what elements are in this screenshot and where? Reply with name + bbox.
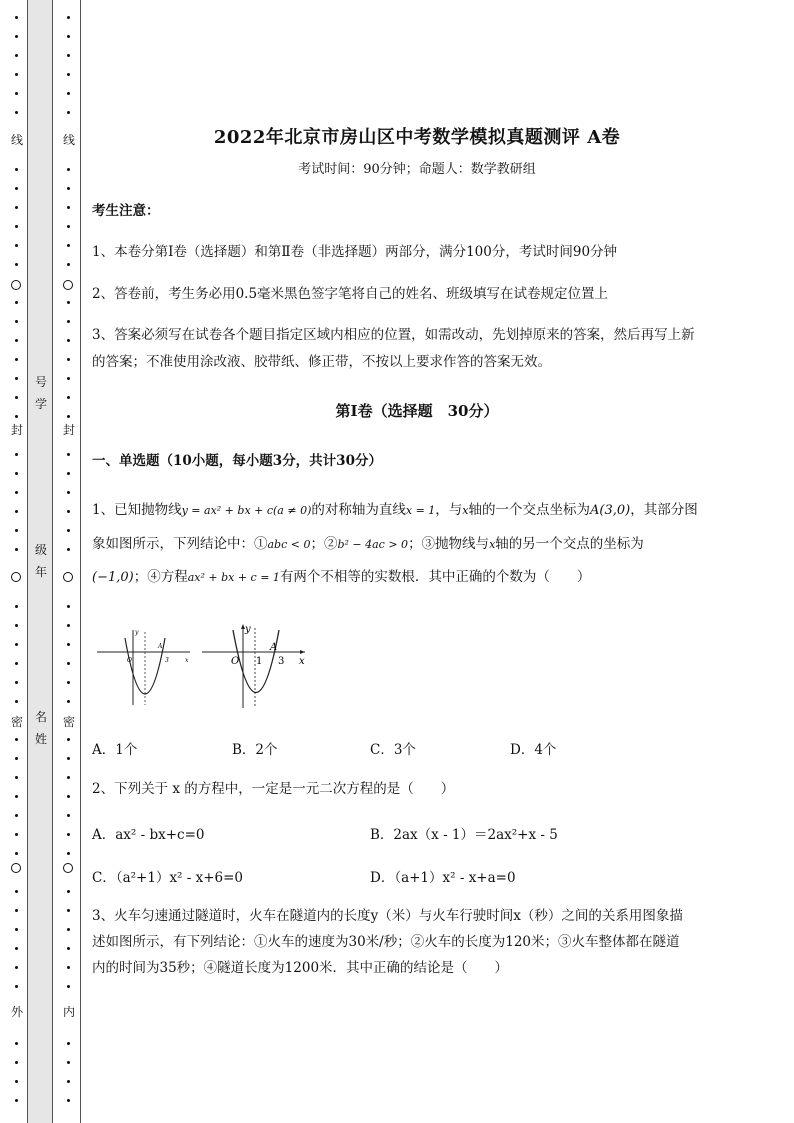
binding-dot	[67, 1080, 70, 1083]
binding-dot	[67, 92, 70, 95]
binding-dot	[15, 928, 18, 931]
binding-dot	[67, 947, 70, 950]
binding-dot	[15, 776, 18, 779]
graph1-three-label: 3	[165, 657, 169, 664]
q1-option-c: C．3个	[370, 742, 416, 758]
binding-dot	[67, 548, 70, 551]
q1-x: x	[462, 504, 469, 517]
binding-dot	[67, 1042, 70, 1045]
binding-hole-circle	[63, 863, 73, 873]
outer-label-1: 封	[10, 423, 23, 437]
graph2-x-label: x	[299, 656, 305, 667]
exam-subtitle: 考试时间：90分钟；命题人：数学教研组	[298, 162, 536, 177]
binding-dot	[67, 377, 70, 380]
q1-eq-abc: abc < 0	[267, 538, 311, 551]
q1-eq-parabola: y = ax² + bx + c(a ≠ 0)	[181, 504, 312, 517]
binding-dot	[15, 510, 18, 513]
q3-line-3: 内的时间为35秒；④隧道长度为1200米．其中正确的结论是（ ）	[92, 960, 509, 976]
label-hao: 号	[34, 375, 47, 389]
binding-dot	[67, 852, 70, 855]
binding-dot	[67, 111, 70, 114]
q1-point-b: (−1,0)	[92, 570, 134, 585]
q1-eq-disc: b² − 4ac > 0	[337, 538, 409, 551]
inner-label-1: 封	[62, 423, 75, 437]
graph2-one-label: 1	[256, 656, 263, 667]
binding-dot	[15, 301, 18, 304]
binding-dot	[67, 225, 70, 228]
binding-dot	[15, 909, 18, 912]
notice-heading: 考生注意：	[92, 203, 160, 219]
binding-dot	[15, 1080, 18, 1083]
q2-option-a: A．ax² - bx+c=0	[92, 827, 205, 843]
binding-dot	[15, 966, 18, 969]
binding-dot	[67, 738, 70, 741]
q1-option-b: B．2个	[232, 742, 278, 758]
graph1-origin-label: O	[127, 657, 132, 664]
binding-dot	[67, 73, 70, 76]
binding-dot	[67, 795, 70, 798]
binding-dot	[15, 985, 18, 988]
binding-dot	[15, 605, 18, 608]
graph2-origin-label: O	[231, 656, 240, 667]
q1-text-j: ；④方程	[133, 569, 188, 585]
binding-dot	[67, 833, 70, 836]
q2-stem: 2、下列关于 x 的方程中，一定是一元二次方程的是（ ）	[92, 781, 455, 797]
binding-dot	[67, 529, 70, 532]
outer-label-2: 密	[10, 715, 23, 729]
section-title: 第Ⅰ卷（选择题 30分）	[335, 402, 499, 420]
q1-eq-axis: x = 1	[405, 504, 436, 517]
binding-dot	[67, 472, 70, 475]
binding-dot	[15, 757, 18, 760]
binding-dot	[15, 263, 18, 266]
binding-dot	[67, 263, 70, 266]
binding-dot	[67, 244, 70, 247]
binding-dot	[67, 510, 70, 513]
binding-dot	[15, 548, 18, 551]
binding-dot	[67, 396, 70, 399]
binding-hole-circle	[11, 572, 21, 582]
binding-dot	[67, 909, 70, 912]
binding-dot	[15, 111, 18, 114]
binding-dot	[67, 985, 70, 988]
binding-dot	[15, 187, 18, 190]
binding-dot	[67, 187, 70, 190]
graph2-three-label: 3	[278, 656, 285, 667]
binding-dot	[67, 54, 70, 57]
inner-label-3: 内	[62, 1005, 75, 1019]
binding-dot	[15, 795, 18, 798]
q1-text-e: ，其部分图	[630, 502, 698, 518]
binding-dot	[15, 16, 18, 19]
parabola-graphs	[95, 620, 315, 715]
binding-dot	[15, 491, 18, 494]
notice-item-2: 2、答卷前，考生务必用0.5毫米黑色签字笔将自己的姓名、班级填写在试卷规定位置上	[92, 286, 609, 302]
outer-label-3: 外	[10, 1005, 23, 1019]
graph2-y-label: y	[245, 624, 251, 635]
notice-item-3: 3、答案必须写在试卷各个题目指定区域内相应的位置，如需改动，先划掉原来的答案，然后再写上新	[92, 327, 695, 343]
binding-dot	[15, 92, 18, 95]
q1-x2: x	[489, 538, 496, 551]
binding-dot	[67, 757, 70, 760]
binding-dot	[15, 35, 18, 38]
binding-dot	[67, 624, 70, 627]
binding-dot	[67, 206, 70, 209]
binding-dot	[15, 472, 18, 475]
q2-option-b: B．2ax（x - 1）＝2ax²+x - 5	[370, 827, 558, 843]
binding-dot	[67, 339, 70, 342]
binding-dot	[15, 1099, 18, 1102]
binding-dot	[15, 73, 18, 76]
q1-parabola-figures	[95, 620, 315, 719]
binding-dot	[67, 814, 70, 817]
graph1-y-label: y	[135, 629, 139, 636]
binding-dot	[67, 776, 70, 779]
binding-dot	[15, 320, 18, 323]
binding-dot	[67, 1061, 70, 1064]
parabola-graph-2	[202, 624, 305, 708]
inner-dotted-column	[55, 0, 81, 1123]
binding-dot	[15, 852, 18, 855]
q1-text-i: 轴的另一个交点的坐标为	[495, 536, 644, 552]
binding-dot	[15, 624, 18, 627]
binding-hole-circle	[11, 280, 21, 290]
binding-dot	[15, 244, 18, 247]
binding-dot	[15, 396, 18, 399]
student-info-column	[27, 0, 53, 1123]
binding-dot	[15, 54, 18, 57]
binding-hole-circle	[63, 280, 73, 290]
q1-text-d: 轴的一个交点坐标为	[468, 502, 591, 518]
q2-option-c: C．（a²+1）x² - x+6=0	[92, 870, 244, 886]
binding-dot	[15, 833, 18, 836]
binding-dot	[67, 643, 70, 646]
binding-dot	[15, 947, 18, 950]
q3-line-2: 述如图所示，有下列结论：①火车的速度为30米/秒；②火车的长度为120米；③火车整体都在隧道	[92, 934, 680, 950]
binding-dot	[67, 168, 70, 171]
binding-dot	[15, 339, 18, 342]
inner-label-0: 线	[62, 133, 75, 147]
binding-dot	[15, 168, 18, 171]
q2-option-d: D．（a+1）x² - x+a=0	[370, 870, 516, 886]
binding-dot	[67, 16, 70, 19]
notice-item-3-cont: 的答案；不准使用涂改液、胶带纸、修正带，不按以上要求作答的答案无效。	[92, 354, 551, 370]
binding-strip	[0, 0, 82, 1123]
part-title: 一、单选题（10小题，每小题3分，共计30分）	[92, 453, 382, 469]
q1-text-c: ，与	[435, 502, 463, 518]
q1-point-a: A(3,0)	[590, 503, 631, 518]
binding-dot	[15, 377, 18, 380]
binding-dot	[67, 681, 70, 684]
binding-dot	[67, 301, 70, 304]
outer-label-0: 线	[10, 133, 23, 147]
q1-option-d: D．4个	[510, 742, 557, 758]
binding-dot	[67, 453, 70, 456]
binding-dot	[67, 966, 70, 969]
binding-dot	[15, 662, 18, 665]
binding-dot	[15, 453, 18, 456]
q1-text-b: 的对称轴为直线	[311, 502, 406, 518]
q3-line-1: 3、火车匀速通过隧道时，火车在隧道内的长度y（米）与火车行驶时间x（秒）之间的关系用图象描	[92, 908, 683, 924]
binding-dot	[67, 928, 70, 931]
q1-line2	[92, 531, 747, 558]
graph1-x-label: x	[185, 657, 189, 664]
binding-dot	[15, 529, 18, 532]
binding-dot	[15, 358, 18, 361]
q1-option-a: A．1个	[92, 742, 138, 758]
q1-text-g: ；②	[310, 536, 338, 552]
q1-text-k: 有两个不相等的实数根．其中正确的个数为（ ）	[279, 569, 591, 585]
binding-dot	[15, 1042, 18, 1045]
binding-dot	[15, 225, 18, 228]
binding-dot	[67, 415, 70, 418]
binding-dot	[67, 1099, 70, 1102]
binding-dot	[15, 415, 18, 418]
label-xing: 姓	[34, 732, 47, 746]
label-nian: 年	[34, 565, 47, 579]
binding-hole-circle	[63, 572, 73, 582]
label-ming: 名	[34, 710, 47, 724]
binding-dot	[67, 662, 70, 665]
binding-dot	[15, 890, 18, 893]
q1-eq-equation: ax² + bx + c = 1	[187, 571, 280, 584]
q1-text-a: 1、已知抛物线	[92, 502, 182, 518]
binding-dot	[67, 491, 70, 494]
q1-text-f: 象如图所示，下列结论中：①	[92, 536, 268, 552]
notice-item-1: 1、本卷分第Ⅰ卷（选择题）和第Ⅱ卷（非选择题）两部分，满分100分，考试时间90分钟	[92, 244, 618, 260]
binding-dot	[15, 814, 18, 817]
inner-label-2: 密	[62, 715, 75, 729]
label-ji: 级	[34, 543, 47, 557]
binding-dot	[67, 890, 70, 893]
binding-dot	[15, 700, 18, 703]
binding-dot	[15, 1061, 18, 1064]
outer-dotted-column	[8, 0, 26, 1123]
graph1-point-a: A	[158, 643, 163, 650]
binding-dot	[67, 320, 70, 323]
exam-title: 2022年北京市房山区中考数学模拟真题测评 A卷	[213, 127, 621, 148]
q1-text-h: ；③抛物线与	[408, 536, 490, 552]
binding-dot	[15, 738, 18, 741]
binding-hole-circle	[11, 863, 21, 873]
q1-line1	[92, 497, 747, 524]
binding-dot	[15, 681, 18, 684]
label-xue: 学	[34, 397, 47, 411]
parabola-graph-1	[97, 629, 190, 705]
binding-dot	[67, 605, 70, 608]
binding-dot	[67, 700, 70, 703]
q1-line3	[92, 564, 747, 591]
binding-dot	[67, 35, 70, 38]
binding-dot	[15, 643, 18, 646]
binding-dot	[15, 206, 18, 209]
binding-dot	[67, 358, 70, 361]
graph2-point-a: A	[270, 642, 278, 653]
